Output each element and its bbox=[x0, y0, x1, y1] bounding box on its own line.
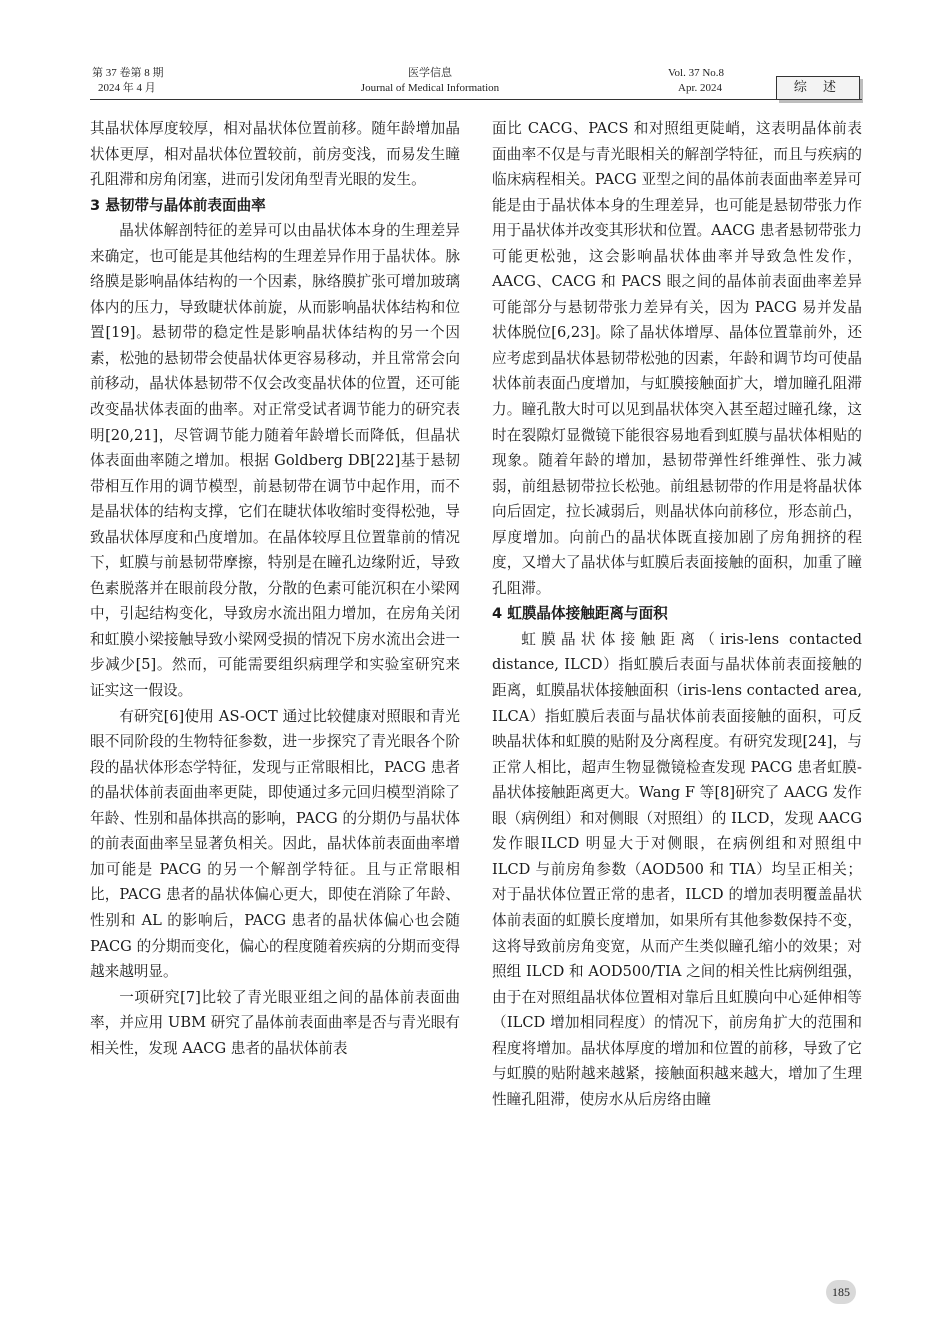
section-badge: 综 述 bbox=[776, 76, 860, 100]
date-en: Apr. 2024 bbox=[678, 82, 722, 94]
paragraph: 一项研究[7]比较了青光眼亚组之间的晶体前表面曲率，并应用 UBM 研究了晶体前表面曲率是否与青光眼有相关性，发现 AACG 患者的晶状体前表 bbox=[90, 988, 460, 1057]
left-column bbox=[90, 116, 460, 1061]
journal-title-en: Journal of Medical Information bbox=[360, 82, 500, 94]
paragraph: 其晶状体厚度较厚，相对晶状体位置前移。随年龄增加晶状体更厚，相对晶状体位置较前，前房变浅，而易发生瞳孔阻滞和房角闭塞，进而引发闭角型青光眼的发生。 bbox=[90, 120, 460, 189]
paragraph: 有研究[6]使用 AS-OCT 通过比较健康对照眼和青光眼不同阶段的生物特征参数，进一步探究了青光眼各个阶段的晶状体形态学特征，发现与正常眼相比，PACG 患者的晶状体前表面曲率更陡，即使通过多元回归模型消除了年龄、性别和晶体拱高的影响，PACG 的分期仍与晶状体的前表面曲率呈显著负相关。因此，晶状体前表面曲率增加可能是 PACG 的另一个解剖学特征。且与正常眼相比，PACG 患者的晶状体偏心更大，即使在消除了年龄、性别和 AL 的影响后，PACG 患者的晶状体偏心也会随 PACG 的分期而变化，偏心的程度随着疾病的分期而变得越来越明显。 bbox=[90, 707, 460, 981]
page-number: 185 bbox=[826, 1280, 856, 1304]
paragraph: 面比 CACG、PACS 和对照组更陡峭，这表明晶体前表面曲率不仅是与青光眼相关的解剖学特征，而且与疾病的临床病程相关。PACG 亚型之间的晶体前表面曲率差异可能是由于晶状体本身的生理差异，也可能是悬韧带张力作用于晶状体并改变其形状和位置。AACG 患者悬韧带张力可能更松弛，这会影响晶状体曲率并导致急性发作，AACG、CACG 和 PACS 眼之间的晶体前表面曲率差异可能部分与悬韧带张力差异有关，因为 PACG 易并发晶状体脱位[6,23]。除了晶状体增厚、晶体位置靠前外，还应考虑到晶状体悬韧带松弛的因素，年龄和调节均可使晶状体前表面凸度增加，与虹膜接触面扩大，增加瞳孔阻滞力。瞳孔散大时可以见到晶状体突入甚至超过瞳孔缘，这时在裂隙灯显微镜下能很容易地看到虹膜与晶状体相贴的现象。随着年龄的增加，悬韧带弹性纤维弹性、张力减弱，前组悬韧带拉长松弛。前组悬韧带的作用是将晶状体向后固定，拉长减弱后，则晶状体向前移位，形态前凸，厚度增加。向前凸的晶状体既直接加剧了房角拥挤的程度，又增大了晶状体与虹膜后表面接触的面积，加重了瞳孔阻滞。 bbox=[492, 120, 862, 597]
volume-issue: 第 37 卷第 8 期 bbox=[92, 67, 164, 79]
header-center bbox=[330, 66, 530, 96]
journal-title-cn: 医学信息 bbox=[408, 67, 452, 79]
section-heading-3: 3 悬韧带与晶体前表面曲率 bbox=[90, 196, 266, 214]
issue-date: 2024 年 4 月 bbox=[98, 82, 156, 94]
header-divider bbox=[90, 99, 862, 100]
paragraph: 虹膜晶状体接触距离（iris-lens contacted distance, ILCD）指虹膜后表面与晶状体前表面接触的距离，虹膜晶状体接触面积（iris-lens contacted area, ILCA）指虹膜后表面与晶状体前表面接触的面积，可反映晶状体和虹膜的贴附及分离程度。有研究发现[24]，与正常人相比，超声生物显微镜检查发现 PACG 患者虹膜-晶状体接触距离更大。Wang F 等[8]研究了 AACG 发作眼（病例组）和对侧眼（对照组）的 ILCD，发现 AACG 发作眼ILCD 明显大于对侧眼，在病例组和对照组中 ILCD 与前房角参数（AOD500 和 TIA）均呈正相关；对于晶状体位置正常的患者，ILCD 的增加表明覆盖晶状体前表面的虹膜长度增加，如果所有其他参数保持不变，这将导致前房角变宽，从而产生类似瞳孔缩小的效果；对照组 ILCD 和 AOD500/TIA 之间的相关性比病例组强，由于在对照组晶状体位置相对靠后且虹膜向中心延伸相等（ILCD 增加相同程度）的情况下，前房角扩大的范围和程度将增加。晶状体厚度的增加和位置的前移，导致了它与虹膜的贴附越来越紧，接触面积越来越大，增加了生理性瞳孔阻滞，使房水从后房络由瞳 bbox=[492, 630, 862, 1108]
header-left bbox=[92, 66, 164, 96]
section-heading-4: 4 虹膜晶体接触距离与面积 bbox=[492, 605, 668, 623]
volume-en: Vol. 37 No.8 bbox=[668, 67, 725, 79]
paragraph: 晶状体解剖特征的差异可以由晶状体本身的生理差异来确定，也可能是其他结构的生理差异作用于晶状体。脉络膜是影响晶体结构的一个因素，脉络膜扩张可增加玻璃体内的压力，导致睫状体前旋，从而影响晶状体结构和位置[19]。悬韧带的稳定性是影响晶状体结构的另一个因素，松弛的悬韧带会使晶状体更容易移动，并且常常会向前移动，晶状体悬韧带不仅会改变晶状体的位置，还可能改变晶状体表面的曲率。对正常受试者调节能力的研究表明[20,21]，尽管调节能力随着年龄增长而降低，但晶状体表面曲率随之增加。根据 Goldberg DB[22]基于悬韧带相互作用的调节模型，前悬韧带在调节中起作用，而不是晶状体的结构支撑，它们在睫状体收缩时变得松弛，导致晶状体厚度和凸度增加。在晶体较厚且位置靠前的情况下，虹膜与前悬韧带摩擦，特别是在瞳孔边缘附近，导致色素脱落并在眼前段分散，分散的色素可能沉积在小梁网中，引起结构变化，导致房水流出阻力增加，在房角关闭和虹膜小梁接触导致小梁网受损的情况下房水流出会进一步减少[5]。然而，可能需要组织病理学和实验室研究来证实这一假设。 bbox=[90, 222, 460, 700]
header-right bbox=[668, 66, 724, 96]
right-column bbox=[492, 116, 862, 1112]
